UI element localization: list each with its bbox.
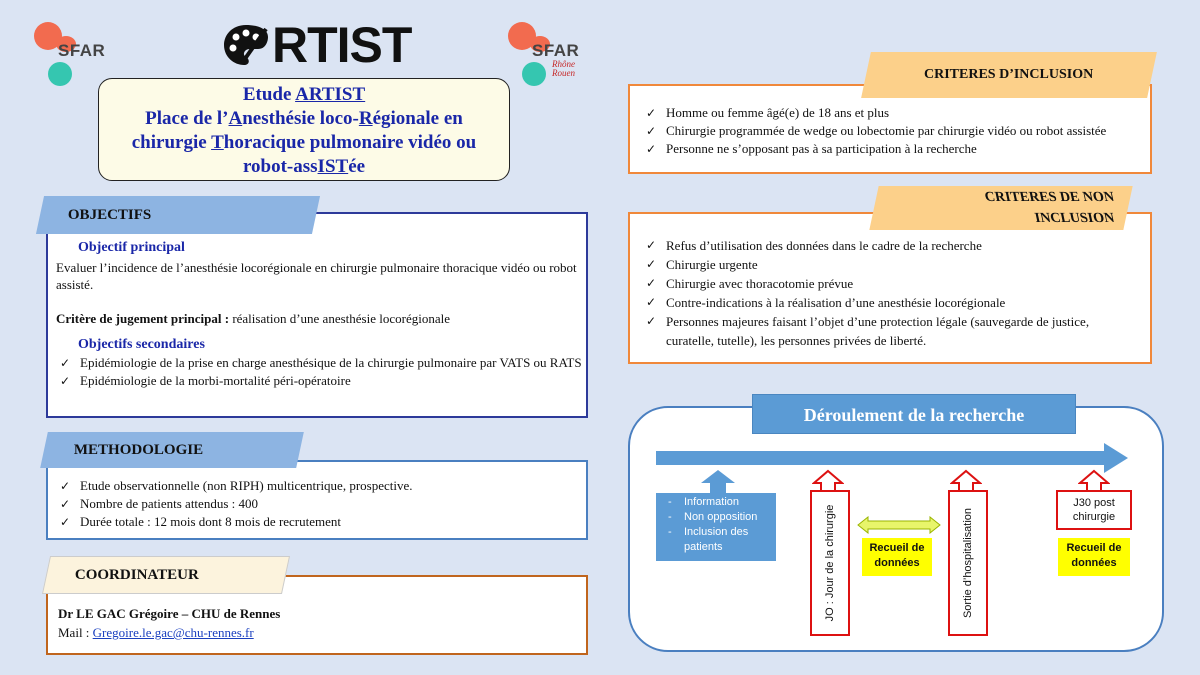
objectif-principal-text: Evaluer l’incidence de l’anesthésie locorégionale en chirurgie pulmonaire thoracique vidéo ou robot assisté. bbox=[56, 260, 577, 292]
deroulement-title: Déroulement de la recherche bbox=[752, 394, 1076, 434]
objectifs-header: OBJECTIFS bbox=[36, 196, 320, 234]
palette-icon bbox=[222, 23, 270, 67]
inclusion-list bbox=[640, 104, 1146, 158]
list-item: ✓ Nombre de patients attendus : 400 bbox=[54, 495, 584, 513]
title-line-3: chirurgie Thoracique pulmonaire vidéo ou bbox=[131, 132, 477, 153]
coordinator-mail: Mail : Gregoire.le.gac@chu-rennes.fr bbox=[58, 625, 254, 640]
critere-jugement: Critère de jugement principal : réalisation d’une anesthésie locorégionale bbox=[56, 311, 450, 326]
list-item: ✓ Chirurgie avec thoracotomie prévue bbox=[640, 274, 1140, 293]
recueil-donnees-2: Recueil de données bbox=[1058, 538, 1130, 576]
list-item: ✓ Refus d’utilisation des données dans le cadre de la recherche bbox=[640, 236, 1140, 255]
coordinator-email-link[interactable]: Gregoire.le.gac@chu-rennes.fr bbox=[92, 625, 254, 640]
non-inclusion-header: CRITERES DE NON INCLUSION bbox=[869, 186, 1132, 230]
non-inclusion-panel bbox=[628, 212, 1152, 364]
list-item: ✓ Epidémiologie de la prise en charge anesthésique de la chirurgie pulmonaire par VATS ou RATS bbox=[54, 354, 584, 372]
non-inclusion-list bbox=[640, 236, 1140, 350]
sfar-logo-left: SFAR bbox=[34, 22, 114, 92]
j0-box: JO : Jour de la chirurgie bbox=[810, 490, 850, 636]
inclusion-steps-box: - Information - Non opposition - Inclusion des patients bbox=[656, 493, 776, 561]
artist-logo: RTIST bbox=[222, 18, 411, 72]
list-item: ✓ Chirurgie urgente bbox=[640, 255, 1140, 274]
study-title-box bbox=[98, 78, 510, 181]
list-item: ✓ Contre-indications à la réalisation d’une anesthésie locorégionale bbox=[640, 293, 1140, 312]
title-line-1: Etude ARTIST bbox=[242, 84, 366, 105]
double-arrow-icon bbox=[856, 516, 942, 534]
j30-box: J30 post chirurgie bbox=[1056, 490, 1132, 530]
coordinator-name: Dr LE GAC Grégoire – CHU de Rennes bbox=[58, 606, 281, 621]
list-item: ✓ Personnes majeures faisant l’objet d’une protection légale (sauvegarde de justice, curatelle, tutelle), les personnes privées de liberté. bbox=[640, 312, 1140, 350]
list-item: ✓ Homme ou femme âgé(e) de 18 ans et plus bbox=[640, 104, 1146, 122]
methodologie-list bbox=[54, 477, 584, 531]
up-arrow-icon bbox=[700, 469, 736, 495]
methodologie-panel bbox=[46, 460, 588, 540]
recueil-donnees-1: Recueil de données bbox=[862, 538, 932, 576]
coordinateur-header: COORDINATEUR bbox=[42, 556, 290, 594]
objectif-principal-heading: Objectif principal bbox=[78, 240, 185, 255]
inclusion-header: CRITERES D’INCLUSION bbox=[861, 52, 1157, 98]
methodologie-header: METHODOLOGIE bbox=[40, 432, 304, 468]
sortie-box: Sortie d’hospitalisation bbox=[948, 490, 988, 636]
list-item: ✓ Durée totale : 12 mois dont 8 mois de recrutement bbox=[54, 513, 584, 531]
list-item: ✓ Epidémiologie de la morbi-mortalité péri-opératoire bbox=[54, 372, 584, 390]
objectifs-panel bbox=[46, 212, 588, 418]
objectifs-secondaires-list bbox=[54, 354, 584, 390]
title-line-4: robot-assISTée bbox=[242, 156, 366, 177]
list-item: ✓ Etude observationnelle (non RIPH) multicentrique, prospective. bbox=[54, 477, 584, 495]
list-item: ✓ Personne ne s’opposant pas à sa participation à la recherche bbox=[640, 140, 1146, 158]
objectifs-secondaires-heading: Objectifs secondaires bbox=[78, 337, 205, 352]
title-line-2: Place de l’Anesthésie loco-Régionale en bbox=[145, 108, 463, 129]
sfar-logo-right: SFAR Rhône Rouen bbox=[508, 22, 588, 92]
list-item: ✓ Chirurgie programmée de wedge ou lobectomie par chirurgie vidéo ou robot assistée bbox=[640, 122, 1146, 140]
